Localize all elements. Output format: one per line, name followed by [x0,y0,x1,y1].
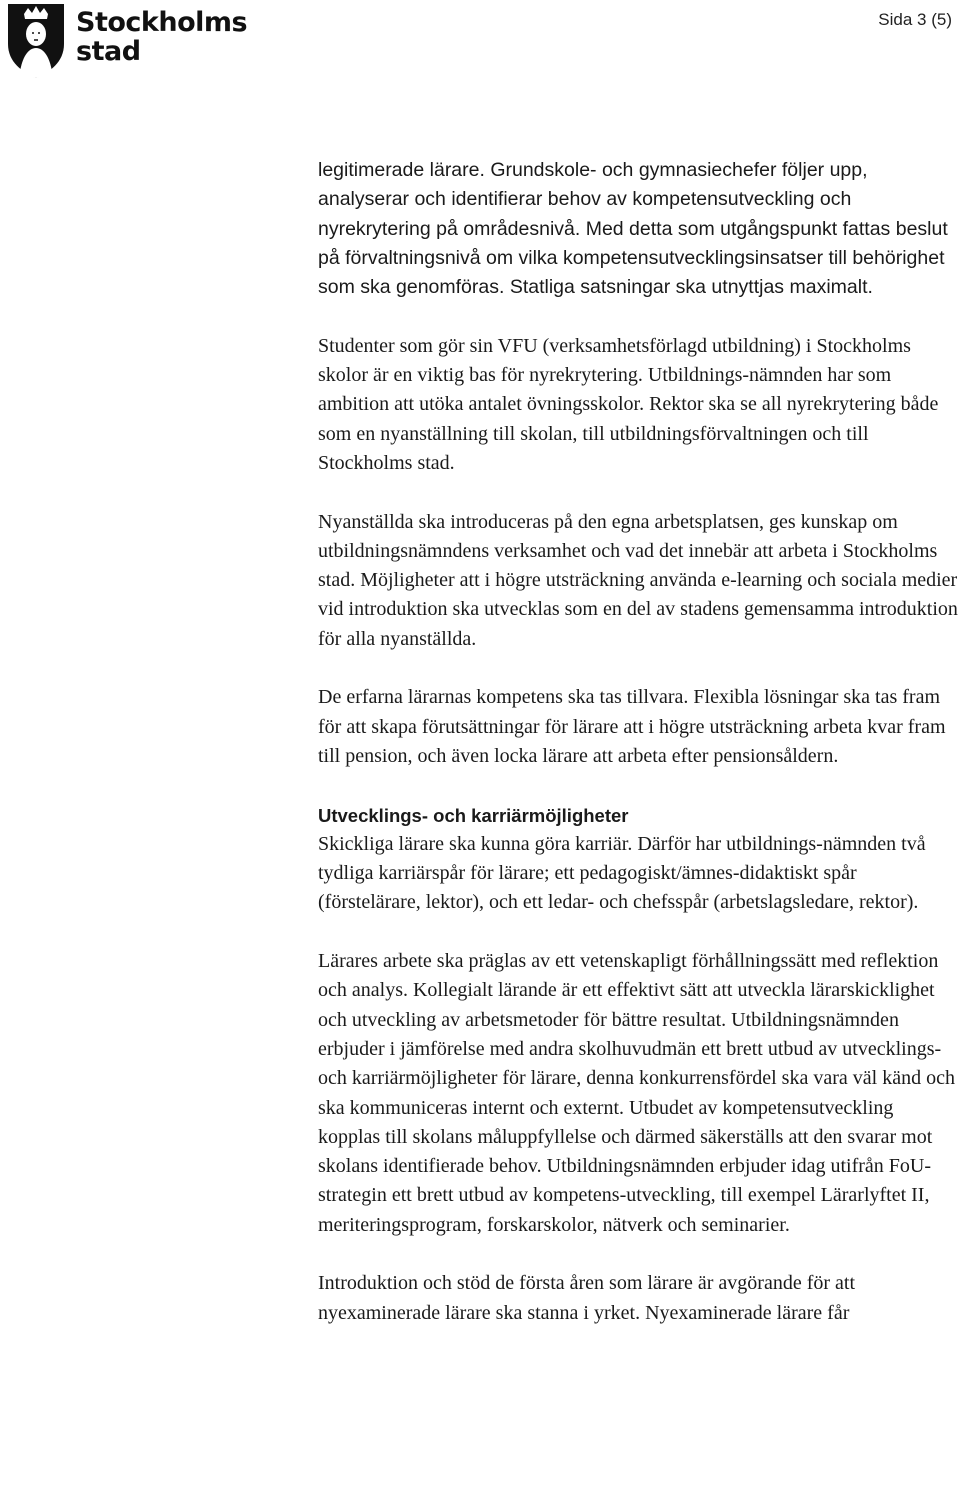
section-paragraph-1: Skickliga lärare ska kunna göra karriär. Därför har utbildnings-nämnden två tydliga karriärspår för lärare; ett pedagogiskt/ämnes-didaktiskt spår (förstelärare, lektor), och ett ledar- och chefsspår (arbetslagsledare, rektor). [318,832,926,914]
paragraph-2: Studenter som gör sin VFU (verksamhetsförlagd utbildning) i Stockholms skolor är en viktig bas för nyrekrytering. Utbildnings-nämnden har som ambition att utöka antalet övningsskolor. Rektor ska se all nyrekrytering både som en nyanställning till skolan, till utbildningsförvaltningen och till Stockholms stad. [318,334,939,474]
paragraph-4: De erfarna lärarnas kompetens ska tas tillvara. Flexibla lösningar ska tas fram för att skapa förutsättningar för lärare att i högre utsträckning arbeta kvar fram till pension, och även locka lärare att arbeta efter pensionsåldern. [318,686,946,767]
logo-line-2: stad [76,36,141,67]
section-paragraph-2: Lärares arbete ska präglas av ett vetenskapligt förhållningssätt med reflektion och analys. Kollegialt lärande är ett effektivt sätt att utveckla lärarskicklighet och utveckling av arbetsmetoder för bättre resultat. Utbildningsnämnden erbjuder i jämförelse med andra skolhuvudmän ett brett utbud av utvecklings- och karriärmöjligheter för lärare, denna konkurrensfördel ska vara väl känd och ska kommuniceras internt och externt. Utbudet av kompetensutveckling kopplas till skolans måluppfyllelse och därmed säkerställs att den svarar mot skolans identifierade behov. Utbildningsnämnden erbjuder idag utifrån FoU-strategin ett brett utbud av kompetens-utveckling, till exempel Lärarlyftet II, meriteringsprogram, forskarskolor, nätverk och seminarier. [318,950,955,1236]
document-body [318,156,958,1328]
paragraph-1: legitimerade lärare. Grundskole- och gymnasiechefer följer upp, analyserar och identifierar behov av kompetensutveckling och nyrekrytering på områdesnivå. Med detta som utgångspunkt fattas beslut på förvaltningsnivå om vilka kompetensutvecklingsinsatser till behörighet som ska genomföras. Statliga satsningar ska utnyttjas maximalt. [318,159,948,299]
section-paragraph-3: Introduktion och stöd de första åren som lärare är avgörande för att nyexaminerade lärare ska stanna i yrket. Nyexaminerade lärare får [318,1272,856,1324]
page-number: Sida 3 (5) [878,10,952,29]
stockholms-stad-logo [6,0,248,80]
logo-wordmark [76,8,247,66]
section-heading: Utvecklings- och karriärmöjligheter [318,804,629,826]
coat-of-arms-icon [6,0,66,80]
paragraph-3: Nyanställda ska introduceras på den egna arbetsplatsen, ges kunskap om utbildningsnämndens verksamhet och vad det innebär att arbeta i Stockholms stad. Möjligheter att i högre utsträckning använda e-learning och sociala medier vid introduktion ska utvecklas som en del av stadens gemensamma introduktion för alla nyanställda. [318,510,958,650]
logo-line-1: Stockholms [76,7,248,38]
